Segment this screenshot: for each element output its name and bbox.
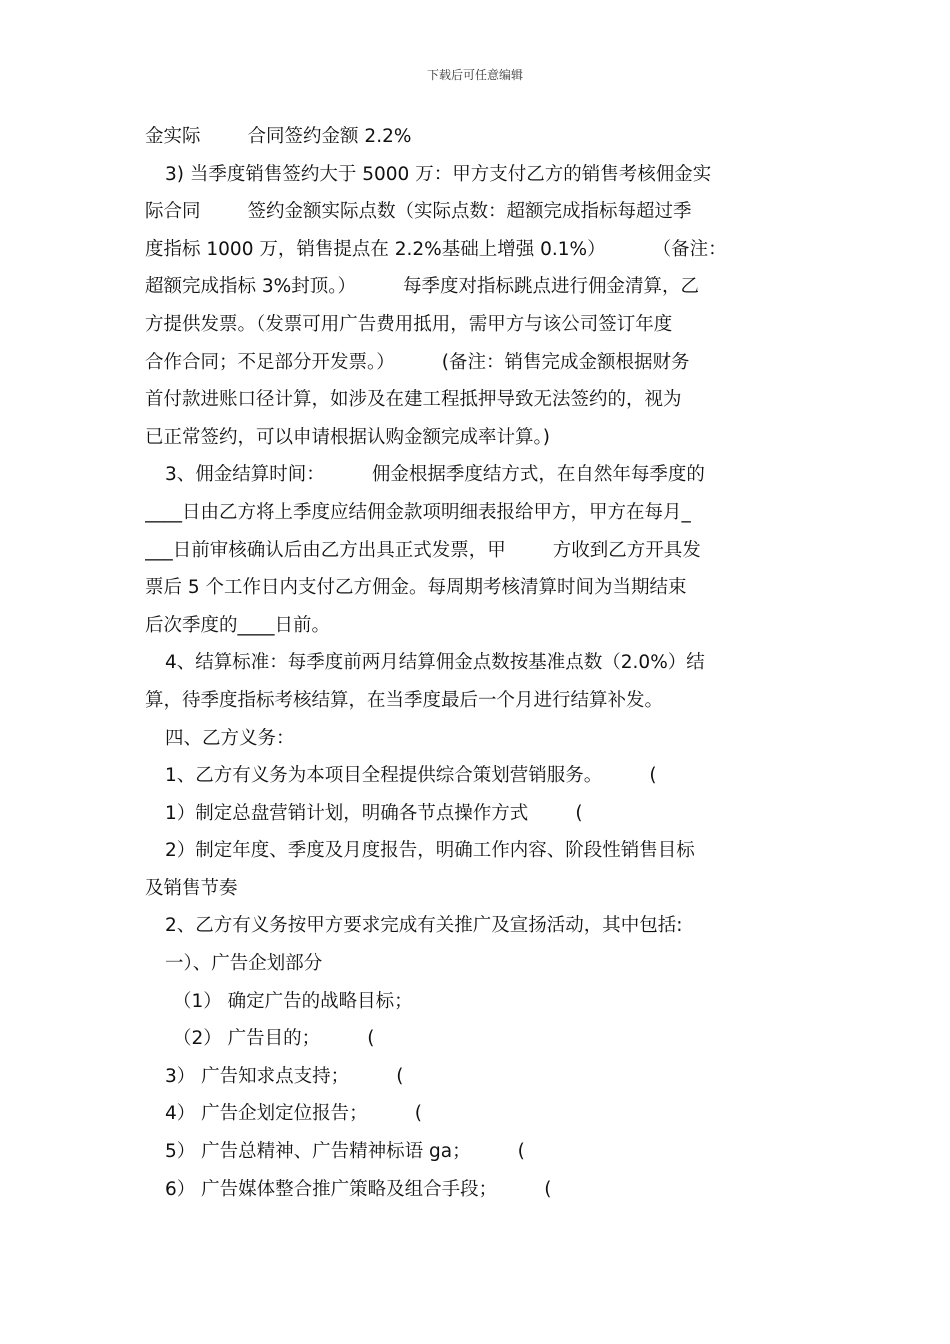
text-line: 已正常签约，可以申请根据认购金额完成率计算。) [145, 426, 550, 448]
text-line: 3、佣金结算时间： 佣金根据季度结方式，在自然年每季度的 [165, 464, 705, 486]
text-line: 首付款进账口径计算，如涉及在建工程抵押导致无法签约的，视为 [145, 389, 682, 411]
text-line: 合作合同；不足部分开发票。） (备注：销售完成金额根据财务 [145, 351, 690, 373]
text-line: 后次季度的____日前。 [145, 614, 331, 636]
text-line: 算，待季度指标考核结算，在当季度最后一个月进行结算补发。 [145, 689, 664, 711]
text-line: 1）制定总盘营销计划，明确各节点操作方式 ( [165, 802, 583, 824]
text-line: （2） 广告目的； ( [173, 1028, 375, 1050]
document-body [145, 118, 810, 1208]
text-line: 及销售节奏 [145, 877, 238, 899]
text-line: 超额完成指标 3%封顶。） 每季度对指标跳点进行佣金清算，乙 [145, 276, 700, 298]
text-line: 1、乙方有义务为本项目全程提供综合策划营销服务。 ( [165, 765, 657, 787]
text-line: 方提供发票。（发票可用广告费用抵用，需甲方与该公司签订年度 [145, 313, 673, 335]
text-line: 度指标 1000 万，销售提点在 2.2%基础上增强 0.1%） （备注： [145, 238, 727, 260]
text-line: 四、乙方义务： [165, 727, 295, 749]
text-line: 5） 广告总精神、广告精神标语 ga； ( [165, 1141, 525, 1163]
text-line: 3) 当季度销售签约大于 5000 万：甲方支付乙方的销售考核佣金实 [165, 163, 712, 185]
text-line: 一）、广告企划部分 [165, 953, 323, 975]
text-line: 2）制定年度、季度及月度报告，明确工作内容、阶段性销售目标 [165, 840, 695, 862]
text-line: （1） 确定广告的战略目标； [173, 990, 413, 1012]
text-line: 票后 5 个工作日内支付乙方佣金。每周期考核清算时间为当期结束 [145, 577, 687, 599]
text-line: 金实际 合同签约金额 2.2% [145, 126, 412, 147]
text-line: 6） 广告媒体整合推广策略及组合手段； ( [165, 1178, 552, 1200]
text-line: ___日前审核确认后由乙方出具正式发票，甲 方收到乙方开具发 [145, 539, 701, 561]
text-line: 2、乙方有义务按甲方要求完成有关推广及宣扬活动，其中包括: [165, 915, 683, 937]
text-line: 4） 广告企划定位报告； ( [165, 1103, 422, 1125]
page-header: 下载后可任意编辑 [426, 68, 523, 82]
text-line: 际合同 签约金额实际点数（实际点数：超额完成指标每超过季 [145, 201, 692, 223]
text-line: ____日由乙方将上季度应结佣金款项明细表报给甲方，甲方在每月_ [145, 501, 691, 523]
text-line: 4、结算标准：每季度前两月结算佣金点数按基准点数（2.0%）结 [165, 652, 705, 674]
text-line: 3） 广告知求点支持； ( [165, 1065, 404, 1087]
